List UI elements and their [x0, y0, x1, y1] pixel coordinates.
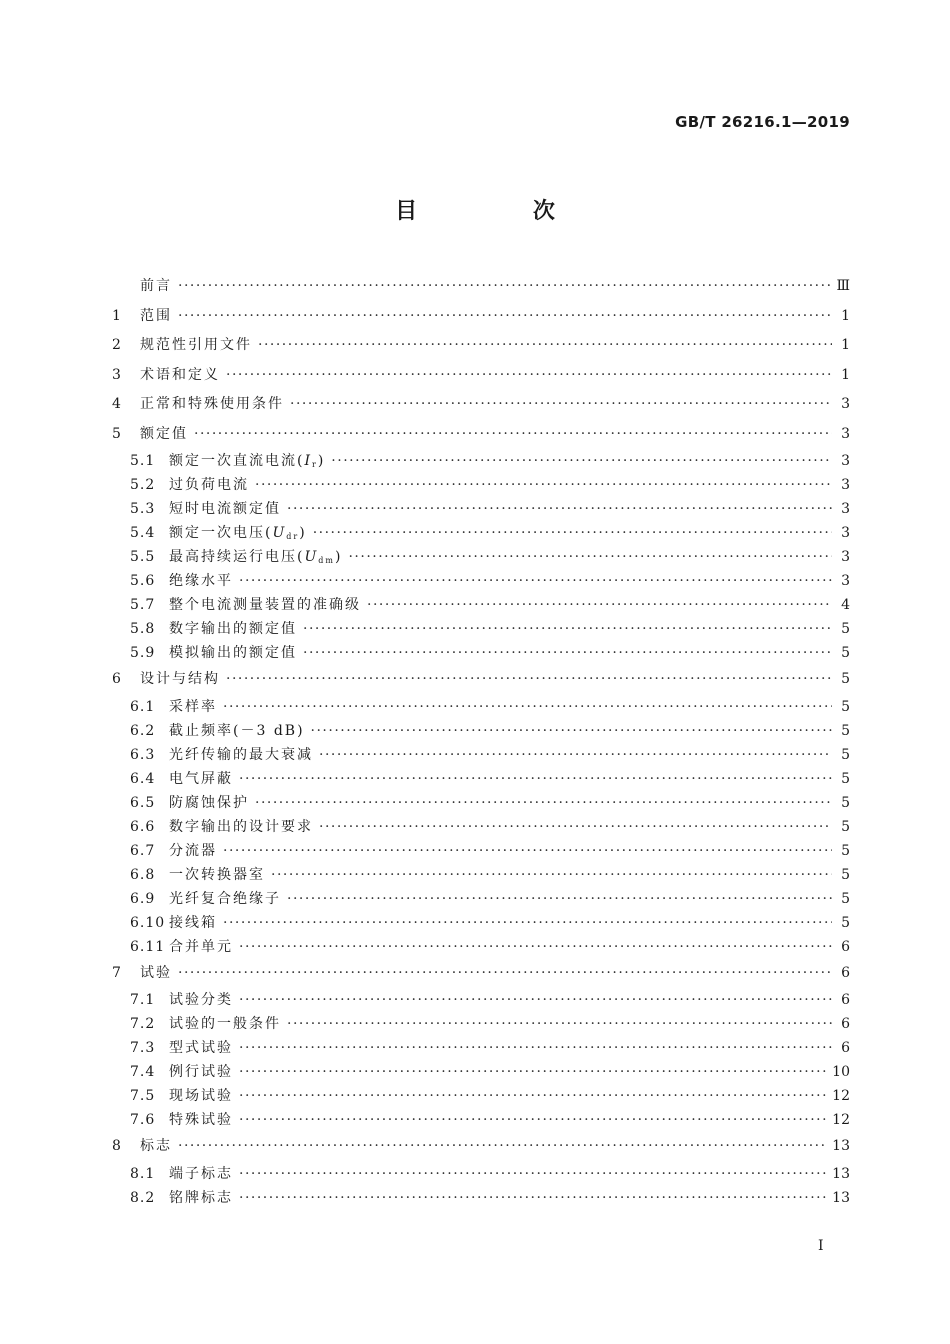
toc-entry-title-text: 模拟输出的额定值 [169, 645, 297, 661]
toc-entry-title-text: 特殊试验 [169, 1112, 233, 1128]
toc-page-number: 5 [841, 866, 850, 883]
toc-entry-title [169, 815, 313, 839]
toc-entry-title [169, 473, 249, 497]
toc-dot-leader [319, 815, 832, 839]
toc-page-number: 1 [841, 307, 850, 324]
toc-dot-leader [226, 361, 832, 391]
toc-entry-title-text: 一次转换器室 [169, 866, 265, 883]
toc-entry-number: 3 [112, 366, 122, 383]
toc-dot-leader [271, 863, 832, 887]
toc-entry-number: 7.2 [130, 1016, 156, 1032]
toc-entry-title-text: 型式试验 [169, 1040, 233, 1056]
toc-page-number: 3 [841, 501, 850, 517]
toc-page-number: 6 [841, 1016, 850, 1032]
toc-dot-leader [239, 1162, 826, 1186]
toc-page-number: 5 [841, 722, 850, 739]
toc-entry-title [169, 593, 361, 617]
toc-entry-title-text: 采样率 [169, 698, 217, 715]
toc-entry-title-text: 过负荷电流 [169, 477, 249, 493]
toc-entry-title [140, 959, 172, 989]
toc-entry-title-text: 合并单元 [169, 938, 233, 955]
toc-section-row[interactable] [112, 1186, 850, 1210]
toc-page-number: 13 [832, 1165, 850, 1182]
toc-entry-title-text: 现场试验 [169, 1088, 233, 1104]
toc-entry-title-text: 铭牌标志 [169, 1189, 233, 1206]
toc-section-row[interactable] [112, 449, 850, 473]
toc-dot-leader [239, 1060, 826, 1084]
toc-dot-leader [194, 420, 832, 450]
toc-dot-leader [313, 521, 832, 545]
toc-page-number: 6 [841, 1040, 850, 1056]
toc-entry-title [169, 1162, 233, 1186]
toc-dot-leader [311, 719, 832, 743]
toc-entry-number: 8.1 [130, 1165, 156, 1182]
toc-entry-number: 6.7 [130, 842, 156, 859]
toc-entry-number: 6.6 [130, 818, 156, 835]
toc-entry-title [140, 272, 172, 302]
toc-entry-title-text: 最高持续运行电压( [169, 549, 305, 565]
toc-entry-title [140, 420, 188, 450]
toc-entry-title-text: 额定一次电压( [169, 525, 273, 541]
toc-entry-title [140, 665, 220, 695]
toc-entry-number: 6.2 [130, 722, 156, 739]
toc-entry-title-text: 试验分类 [169, 992, 233, 1008]
toc-entry-suffix: ) [317, 453, 326, 469]
toc-page-number: 12 [832, 1088, 850, 1104]
toc-section-row[interactable] [112, 791, 850, 815]
toc-entry-symbol: U [272, 525, 287, 541]
toc-dot-leader [367, 593, 832, 617]
toc-page-number: Ⅲ [836, 278, 850, 294]
toc-dot-leader [239, 767, 832, 791]
toc-entry-title-text: 范围 [140, 307, 172, 324]
toc-chapter-row[interactable] [112, 331, 850, 361]
toc-entry-number: 6.1 [130, 698, 156, 715]
toc-dot-leader [178, 272, 830, 302]
toc-entry-title-text: 例行试验 [169, 1064, 233, 1080]
toc-entry-subscript: dm [318, 556, 335, 565]
toc-section-row[interactable] [112, 887, 850, 911]
toc-entry-number: 7.4 [130, 1064, 156, 1080]
toc-dot-leader [290, 390, 832, 420]
toc-dot-leader [226, 665, 832, 695]
toc-entry-title [169, 1108, 233, 1132]
toc-page-number: 4 [841, 597, 850, 613]
toc-entry-number: 6.5 [130, 794, 156, 811]
toc-page-number: 3 [841, 573, 850, 589]
toc-page-number: 3 [841, 425, 850, 442]
toc-page-number: 3 [841, 453, 850, 469]
toc-entry-title-text: 绝缘水平 [169, 573, 233, 589]
toc-entry-number: 5.8 [130, 621, 156, 637]
toc-entry-title [169, 497, 281, 521]
toc-section-row[interactable] [112, 617, 850, 641]
toc-dot-leader [178, 959, 832, 989]
toc-entry-title [169, 1186, 233, 1210]
toc-entry-title-text: 光纤复合绝缘子 [169, 890, 281, 907]
toc-entry-title [169, 887, 281, 911]
toc-entry-number: 5 [112, 425, 122, 442]
toc-section-row[interactable] [112, 593, 850, 617]
toc-dot-leader [239, 1186, 826, 1210]
toc-entry-title [169, 1012, 281, 1036]
toc-entry-number: 7.3 [130, 1040, 156, 1056]
toc-entry-title-text: 整个电流测量装置的准确级 [169, 597, 361, 613]
toc-section-row[interactable] [112, 839, 850, 863]
toc-entry-title-text: 术语和定义 [140, 366, 220, 383]
toc-entry-number: 7.1 [130, 992, 156, 1008]
toc-entry-title-text: 接线箱 [169, 914, 217, 931]
toc-chapter-row[interactable] [112, 390, 850, 420]
toc-entry-title [140, 361, 220, 391]
standard-code: GB/T 26216.1—2019 [675, 113, 850, 131]
toc-entry-title-text: 电气屏蔽 [169, 770, 233, 787]
toc-entry-title [140, 302, 172, 332]
toc-page-number: 13 [832, 1138, 850, 1154]
toc-section-row[interactable] [112, 988, 850, 1012]
toc-dot-leader [239, 1036, 832, 1060]
toc-section-row[interactable] [112, 719, 850, 743]
toc-entry-title-text: 额定值 [140, 425, 188, 442]
toc-dot-leader [303, 617, 832, 641]
toc-entry-number: 1 [112, 307, 122, 324]
toc-entry-number: 8.2 [130, 1189, 156, 1206]
toc-entry-number: 5.1 [130, 453, 156, 469]
toc-page-number: 5 [841, 842, 850, 859]
toc-entry-title [169, 988, 233, 1012]
toc-page-number: 1 [841, 337, 850, 353]
toc-entry-title-text: 数字输出的额定值 [169, 621, 297, 637]
toc-section-row[interactable] [112, 1060, 850, 1084]
toc-section-row[interactable] [112, 521, 850, 545]
toc-entry-title-text: 设计与结构 [140, 671, 220, 687]
toc-section-row[interactable] [112, 1084, 850, 1108]
toc-dot-leader [178, 1132, 826, 1162]
toc-entry-symbol: U [304, 549, 319, 565]
toc-entry-number: 6.9 [130, 890, 156, 907]
toc-entry-title [169, 767, 233, 791]
table-of-contents [112, 272, 850, 1210]
toc-entry-subscript: dr [286, 532, 300, 541]
toc-entry-number: 5.3 [130, 501, 156, 517]
toc-dot-leader [287, 887, 832, 911]
toc-section-row[interactable] [112, 1162, 850, 1186]
toc-page-number: 5 [841, 818, 850, 835]
toc-entry-title [169, 935, 233, 959]
toc-entry-title [140, 1132, 172, 1162]
toc-chapter-row[interactable] [112, 302, 850, 332]
toc-section-row[interactable] [112, 1108, 850, 1132]
toc-entry-number: 5.2 [130, 477, 156, 493]
toc-page-number: 5 [841, 890, 850, 907]
toc-entry-number: 6.8 [130, 866, 156, 883]
toc-dot-leader [239, 1108, 826, 1132]
toc-entry-number: 6.10 [130, 914, 166, 931]
toc-page-number: 5 [841, 914, 850, 931]
toc-section-row[interactable] [112, 545, 850, 569]
toc-dot-leader [223, 911, 832, 935]
toc-entry-title [140, 331, 252, 361]
toc-entry-title [140, 390, 284, 420]
toc-entry-title-text: 截止频率(－3 dB) [169, 722, 305, 739]
toc-chapter-row[interactable] [112, 1132, 850, 1162]
toc-entry-title-text: 试验的一般条件 [169, 1016, 281, 1032]
toc-entry-title-text: 数字输出的设计要求 [169, 818, 313, 835]
toc-section-row[interactable] [112, 473, 850, 497]
toc-chapter-row[interactable] [112, 272, 850, 302]
toc-chapter-row[interactable] [112, 420, 850, 450]
toc-dot-leader [255, 791, 832, 815]
toc-page-number: 6 [841, 964, 850, 981]
footer-page-number: Ⅰ [818, 1238, 824, 1254]
toc-chapter-row[interactable] [112, 665, 850, 695]
toc-entry-title [169, 1060, 233, 1084]
toc-entry-title [169, 743, 313, 767]
toc-section-row[interactable] [112, 767, 850, 791]
toc-entry-title [169, 1084, 233, 1108]
toc-entry-title-text: 标志 [140, 1138, 172, 1154]
toc-dot-leader [239, 935, 832, 959]
toc-dot-leader [287, 497, 832, 521]
toc-entry-title [169, 839, 217, 863]
toc-page-number: 10 [832, 1064, 850, 1080]
toc-entry-title [169, 1036, 233, 1060]
toc-entry-number: 6 [112, 671, 122, 687]
toc-page-number: 5 [841, 645, 850, 661]
toc-entry-symbol: I [304, 453, 312, 469]
toc-entry-title-text: 正常和特殊使用条件 [140, 396, 284, 412]
toc-entry-title [169, 911, 217, 935]
toc-page-number: 1 [841, 366, 850, 383]
toc-entry-title-text: 额定一次直流电流( [169, 453, 305, 469]
toc-section-row[interactable] [112, 815, 850, 839]
toc-section-row[interactable] [112, 743, 850, 767]
toc-entry-title-text: 规范性引用文件 [140, 337, 252, 353]
toc-entry-number: 6.11 [130, 938, 166, 955]
toc-entry-title-text: 短时电流额定值 [169, 501, 281, 517]
toc-dot-leader [239, 569, 832, 593]
toc-entry-title [169, 695, 217, 719]
toc-entry-title-text: 前言 [140, 278, 172, 294]
toc-section-row[interactable] [112, 1012, 850, 1036]
toc-page-number: 3 [841, 549, 850, 565]
toc-section-row[interactable] [112, 863, 850, 887]
toc-page-number: 5 [841, 698, 850, 715]
toc-entry-number: 7 [112, 964, 122, 981]
toc-entry-number: 5.7 [130, 597, 156, 613]
toc-page-number: 3 [841, 477, 850, 493]
toc-entry-title [169, 569, 233, 593]
toc-dot-leader [303, 641, 832, 665]
toc-entry-number: 5.4 [130, 525, 156, 541]
toc-dot-leader [239, 1084, 826, 1108]
toc-page-number: 5 [841, 794, 850, 811]
toc-page-number: 5 [841, 746, 850, 763]
toc-entry-number: 7.5 [130, 1088, 156, 1104]
toc-entry-title [169, 617, 297, 641]
toc-entry-title [169, 791, 249, 815]
toc-entry-number: 5.9 [130, 645, 156, 661]
toc-section-row[interactable] [112, 569, 850, 593]
toc-dot-leader [348, 545, 832, 569]
toc-dot-leader [255, 473, 832, 497]
toc-page-number: 5 [841, 621, 850, 637]
toc-section-row[interactable] [112, 935, 850, 959]
toc-page-number: 6 [841, 992, 850, 1008]
toc-page-number: 5 [841, 671, 850, 687]
toc-dot-leader [331, 449, 832, 473]
toc-page-number: 13 [832, 1189, 850, 1206]
toc-entry-title-text: 光纤传输的最大衰减 [169, 746, 313, 763]
page-title: 目 次 [395, 199, 609, 224]
toc-section-row[interactable] [112, 1036, 850, 1060]
toc-entry-suffix: ) [299, 525, 307, 541]
toc-entry-title [169, 641, 297, 665]
toc-page-number: 12 [832, 1112, 850, 1128]
toc-page-number: 5 [841, 770, 850, 787]
toc-page-number: 3 [841, 525, 850, 541]
toc-chapter-row[interactable] [112, 959, 850, 989]
toc-page-number: 3 [841, 396, 850, 412]
toc-chapter-row[interactable] [112, 361, 850, 391]
toc-entry-title-text: 端子标志 [169, 1165, 233, 1182]
toc-entry-title [169, 863, 265, 887]
toc-entry-title-text: 防腐蚀保护 [169, 794, 249, 811]
toc-dot-leader [223, 695, 832, 719]
toc-entry-title-text: 分流器 [169, 842, 217, 859]
toc-entry-suffix: ) [335, 549, 343, 565]
toc-section-row[interactable] [112, 695, 850, 719]
toc-dot-leader [223, 839, 832, 863]
toc-section-row[interactable] [112, 911, 850, 935]
toc-entry-title-text: 试验 [140, 964, 172, 981]
toc-dot-leader [258, 331, 832, 361]
toc-dot-leader [178, 302, 832, 332]
toc-entry-number: 5.5 [130, 549, 156, 565]
toc-page-number: 6 [841, 938, 850, 955]
toc-entry-number: 2 [112, 337, 122, 353]
toc-dot-leader [239, 988, 832, 1012]
toc-entry-number: 6.4 [130, 770, 156, 787]
toc-entry-number: 7.6 [130, 1112, 156, 1128]
toc-entry-number: 8 [112, 1138, 122, 1154]
toc-entry-number: 4 [112, 396, 122, 412]
toc-section-row[interactable] [112, 641, 850, 665]
toc-entry-subscript: r [312, 460, 318, 469]
toc-entry-title [169, 719, 305, 743]
toc-section-row[interactable] [112, 497, 850, 521]
toc-entry-number: 6.3 [130, 746, 156, 763]
toc-dot-leader [287, 1012, 832, 1036]
toc-entry-number: 5.6 [130, 573, 156, 589]
toc-dot-leader [319, 743, 832, 767]
